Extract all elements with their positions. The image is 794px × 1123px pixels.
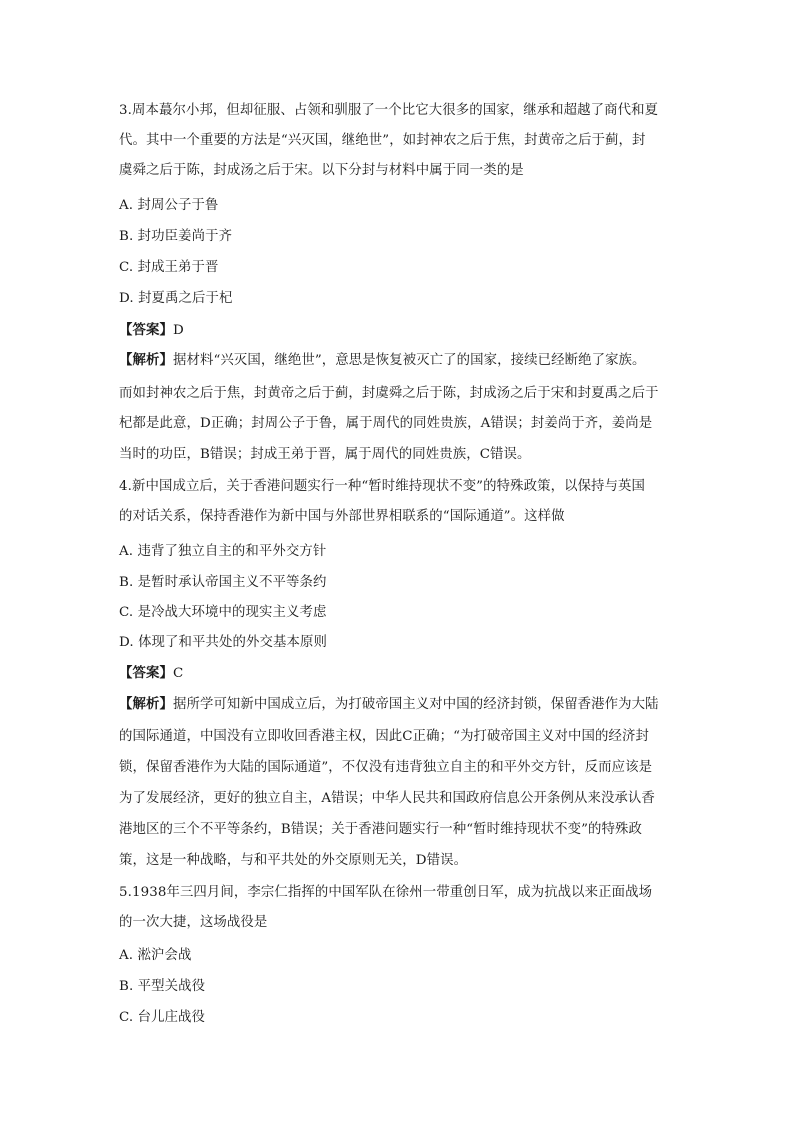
q5-option-b: B. 平型关战役: [119, 979, 206, 994]
q4-answer-label: 【答案】: [119, 665, 173, 681]
q4-option-b: B. 是暂时承认帝国主义不平等条约: [119, 575, 327, 590]
q4-analysis-label: 【解析】: [119, 696, 173, 712]
q4-analysis-line-5: 港地区的三个不平等条约，B错误；关于香港问题实行一种“暂时维持现状不变”的特殊政: [119, 822, 642, 837]
q4-analysis-text-1: 据所学可知新中国成立后，为打破帝国主义对中国的经济封锁，保留香港作为大陆: [172, 697, 659, 712]
q4-analysis-line-4: 为了发展经济，更好的独立自主，A错误；中华人民共和国政府信息公开条例从来没承认香: [119, 791, 655, 806]
q3-analysis-text-1: 据材料“兴灭国，继绝世”，意思是恢复被灭亡了的国家，接续已经断绝了家族。: [172, 353, 646, 368]
q3-answer-label: 【答案】: [119, 322, 173, 338]
q4-answer: [119, 664, 679, 683]
q3-analysis-line-3: 杞都是此意，D正确；封周公子于鲁，属于周代的同姓贵族，A错误；封姜尚于齐，姜尚是: [119, 416, 653, 431]
q3-option-b: B. 封功臣姜尚于齐: [119, 229, 233, 244]
q3-analysis-line-4: 当时的功臣，B错误；封成王弟于晋，属于周代的同姓贵族，C错误。: [119, 447, 531, 462]
q4-analysis-line-1: [119, 695, 679, 714]
q4-option-c: C. 是冷战大环境中的现实主义考虑: [119, 605, 327, 620]
q4-analysis-line-3: 锁，保留香港作为大陆的国际通道”，不仅没有违背独立自主的和平外交方针，反而应该是: [119, 760, 653, 775]
q3-answer: [119, 321, 679, 340]
q3-stem-line-3: 虞舜之后于陈，封成汤之后于宋。以下分封与材料中属于同一类的是: [119, 163, 524, 178]
q3-stem-line-1: 3.周本蕞尔小邦，但却征服、占领和驯服了一个比它大很多的国家，继承和超越了商代和夏: [119, 103, 659, 118]
q4-analysis-line-2: 的国际通道，中国没有立即收回香港主权，因此C正确；“为打破帝国主义对中国的经济封: [119, 729, 649, 744]
q4-option-a: A. 违背了独立自主的和平外交方针: [119, 544, 327, 559]
q3-stem-line-2: 代。其中一个重要的方法是“兴灭国，继绝世”，如封神农之后于焦，封黄帝之后于蓟，封: [119, 133, 646, 148]
q3-answer-value: D: [172, 323, 184, 338]
q4-option-d: D. 体现了和平共处的外交基本原则: [119, 635, 327, 650]
q4-stem-line-1: 4.新中国成立后，关于香港问题实行一种“暂时维持现状不变”的特殊政策，以保持与英国: [119, 479, 646, 494]
q3-analysis-label: 【解析】: [119, 352, 173, 368]
q5-stem-line-2: 的一次大捷，这场战役是: [119, 915, 268, 930]
q5-stem-line-1: 5.1938年三四月间，李宗仁指挥的中国军队在徐州一带重创日军，成为抗战以来正面战场: [119, 885, 653, 900]
q3-analysis-line-2: 而如封神农之后于焦，封黄帝之后于蓟，封虞舜之后于陈，封成汤之后于宋和封夏禹之后于: [119, 386, 659, 401]
q4-stem-line-2: 的对话关系，保持香港作为新中国与外部世界相联系的“国际通道”。这样做: [119, 509, 565, 524]
q3-analysis-line-1: [119, 351, 679, 370]
q5-option-a: A. 淞沪会战: [119, 948, 192, 963]
q4-answer-value: C: [172, 666, 184, 681]
q4-analysis-line-6: 策，这是一种战略，与和平共处的外交原则无关，D错误。: [119, 853, 468, 868]
q5-option-c: C. 台儿庄战役: [119, 1010, 206, 1025]
q3-option-a: A. 封周公子于鲁: [119, 198, 219, 213]
q3-option-d: D. 封夏禹之后于杞: [119, 291, 233, 306]
q3-option-c: C. 封成王弟于晋: [119, 260, 219, 275]
